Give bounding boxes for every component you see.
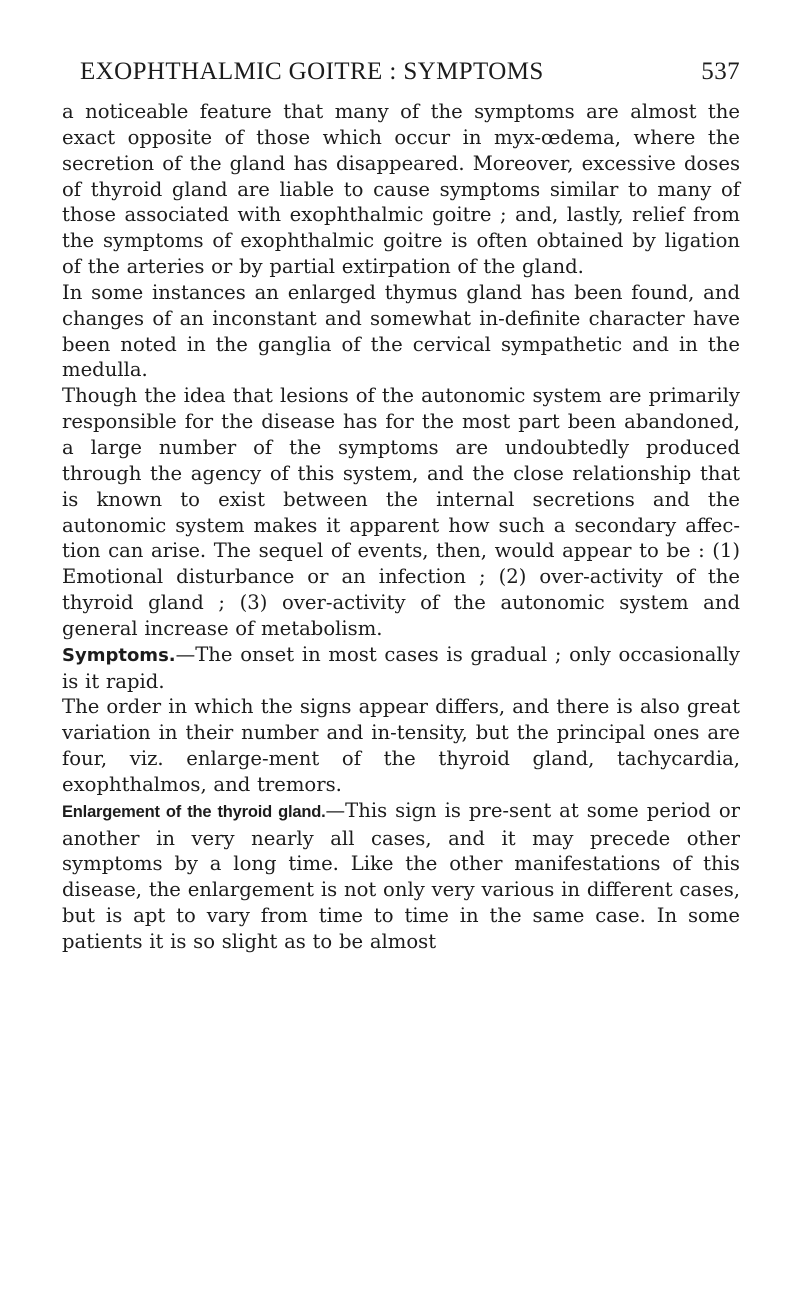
paragraph-5: The order in which the signs appear differs, and there is also great variation in their number and in-tensity, but the principal ones are four, viz. enlarge-ment of the thyroid gland, tachycardia, exophthalmos, and tremors. (62, 695, 740, 796)
paragraph-enlargement (62, 798, 740, 955)
enlargement-heading: Enlargement of the thyroid gland. (62, 802, 326, 821)
body-text (62, 99, 740, 955)
symptoms-heading: Symptoms. (62, 644, 176, 666)
running-head-title: EXOPHTHALMIC GOITRE : SYMPTOMS (80, 58, 544, 85)
paragraph-symptoms (62, 642, 740, 695)
paragraph-1: a noticeable feature that many of the symptoms are almost the exact opposite of those which occur in myx-œdema, where the secretion of the gland has disappeared. Moreover, excessive doses of thyroid gland are liable to cause symptoms similar to many of those associated with exophthalmic goitre ; and, lastly, relief from the symptoms of exophthalmic goitre is often obtained by ligation of the arteries or by partial extirpation of the gland. (62, 100, 740, 279)
enlargement-text: —This sign is pre-sent at some period or another in very nearly all cases, and it may precede other symptoms by a long time. Like the other manifestations of this disease, the enlargement is not only very various in different cases, but is apt to vary from time to time in the same case. In some patients it is so slight as to be almost (62, 798, 740, 953)
paragraph-2: In some instances an enlarged thymus gland has been found, and changes of an inconstant and somewhat in-definite character have been noted in the ganglia of the cervical sympathetic and in the medulla. (62, 280, 740, 382)
page-number: 537 (701, 58, 740, 85)
book-page (62, 58, 740, 955)
running-head (80, 58, 740, 94)
paragraph-3: Though the idea that lesions of the autonomic system are primarily responsible for the disease has for the most part been abandoned, a large number of the symptoms are undoubtedly produced through the agency of this system, and the close relationship that is known to exist between the internal secretions and the autonomic system makes it apparent how such a secondary affec-tion can arise. The sequel of events, then, would appear to be : (1) Emotional disturbance or an infection ; (2) over-activity of the thyroid gland ; (3) over-activity of the autonomic system and general increase of metabolism. (62, 384, 740, 640)
symptoms-text: —The onset in most cases is gradual ; only occasionally is it rapid. (62, 642, 740, 693)
